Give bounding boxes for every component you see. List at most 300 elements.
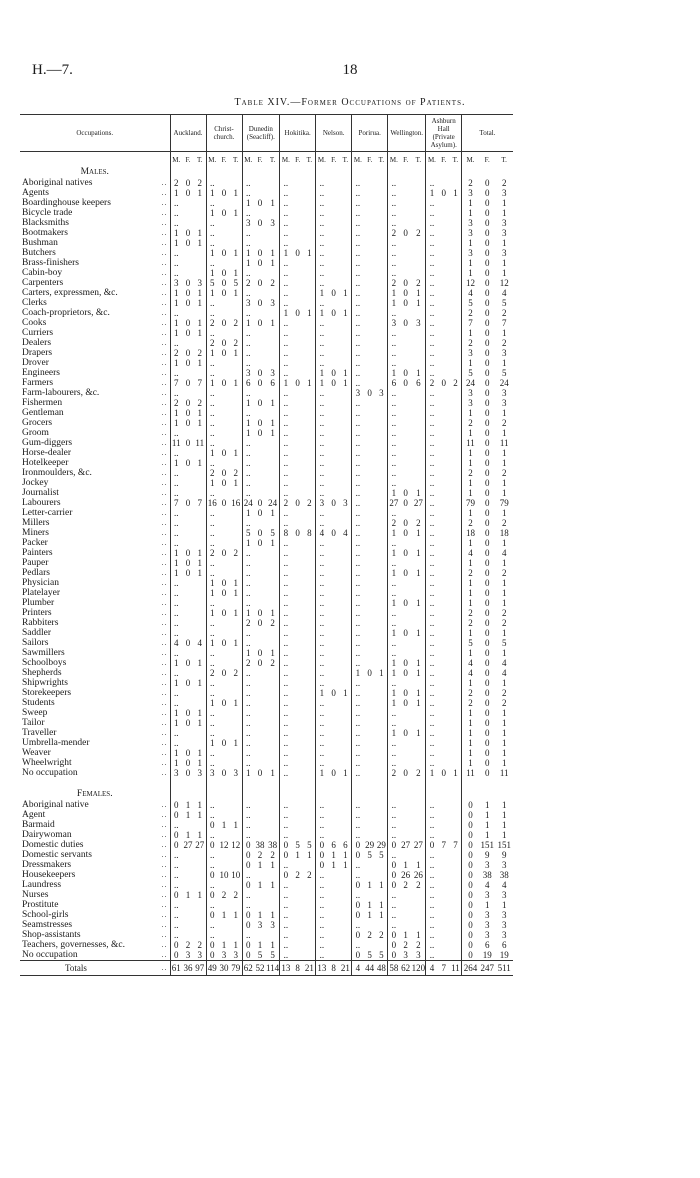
cell-value	[438, 800, 450, 810]
occupation-text: Farmers	[22, 378, 54, 388]
cell-value: 1	[462, 748, 479, 758]
table-row	[20, 368, 513, 378]
cell-value	[400, 708, 412, 718]
cell-value	[340, 738, 352, 748]
blank-cell	[218, 788, 230, 800]
cell-value: 0	[295, 378, 300, 388]
cell-value: 2	[242, 278, 254, 288]
cell-value: 1	[501, 628, 507, 638]
cell-value: 1	[170, 358, 182, 368]
occupation-text: Plumber	[22, 598, 55, 608]
cell-value	[230, 428, 242, 438]
cell-value: 8	[280, 528, 292, 538]
cell-value: ..	[280, 178, 292, 188]
cell-value: 1	[206, 348, 218, 358]
cell-value	[328, 608, 340, 618]
cell-value: 0	[484, 528, 490, 538]
occupation-label	[20, 328, 170, 338]
cell-value	[182, 870, 194, 880]
occupation-text: Coach-proprietors, &c.	[22, 308, 110, 318]
cell-value	[438, 478, 450, 488]
cell-value	[194, 618, 206, 628]
cell-value: ..	[206, 388, 218, 398]
cell-value	[230, 418, 242, 428]
cell-value: 1	[242, 258, 254, 268]
blank-cell	[426, 788, 438, 800]
cell-value: 30	[218, 961, 230, 976]
cell-value	[266, 438, 280, 448]
cell-value: ..	[170, 820, 182, 830]
cell-value: 1	[307, 850, 312, 860]
occupation-label	[20, 378, 170, 388]
cell-value: 0	[462, 950, 479, 961]
cell-value	[266, 718, 280, 728]
cell-value	[340, 268, 352, 278]
cell-value: ..	[280, 548, 292, 558]
cell-value: 0	[257, 258, 263, 268]
cell-value	[292, 268, 304, 278]
table-header-row	[20, 115, 513, 152]
table-row	[20, 278, 513, 288]
cell-value	[182, 618, 194, 628]
cell-value: 0	[462, 900, 479, 910]
cell-value	[340, 178, 352, 188]
table-row	[20, 318, 513, 328]
cell-value: 1	[185, 890, 191, 900]
cell-value: ..	[352, 548, 364, 558]
cell-value: 4	[462, 658, 479, 668]
cell-value: 1	[343, 378, 348, 388]
cell-value	[266, 830, 280, 840]
leader-dots: ..	[161, 208, 168, 217]
cell-value: ..	[426, 708, 438, 718]
cell-value	[328, 870, 340, 880]
cell-value: 1	[416, 628, 421, 638]
cell-value	[400, 308, 412, 318]
blank-cell	[328, 166, 340, 178]
cell-value	[450, 458, 462, 468]
cell-value: ..	[242, 598, 254, 608]
cell-value: 0	[484, 738, 490, 748]
leader-dots: ..	[161, 648, 168, 657]
cell-value: 2	[501, 698, 507, 708]
cell-value: ..	[206, 408, 218, 418]
cell-value	[254, 678, 266, 688]
cell-value	[400, 920, 412, 930]
occupation-label	[20, 638, 170, 648]
cell-value	[194, 728, 206, 738]
blank-cell	[438, 788, 450, 800]
cell-value	[364, 348, 376, 358]
cell-value: ..	[170, 448, 182, 458]
occupation-text: Sawmillers	[22, 648, 65, 658]
cell-value: ..	[388, 648, 400, 658]
occupation-text: Labourers	[22, 498, 61, 508]
cell-value: ..	[352, 178, 364, 188]
cell-value: 0	[221, 318, 227, 328]
cell-value: 1	[501, 458, 507, 468]
cell-value: 1	[343, 860, 348, 870]
leader-dots: ..	[161, 488, 168, 497]
cell-value	[438, 298, 450, 308]
cell-value: 1	[295, 850, 300, 860]
cell-value: 0	[206, 820, 218, 830]
cell-value: 1	[501, 728, 507, 738]
cell-value	[304, 598, 316, 608]
cell-value: 0	[206, 910, 218, 920]
cell-value: ..	[280, 338, 292, 348]
cell-value	[450, 618, 462, 628]
cell-value: 27	[401, 840, 411, 850]
occupation-text: Blacksmiths	[22, 218, 69, 228]
cell-value	[266, 518, 280, 528]
occupation-text: Farm-labourers, &c.	[22, 388, 100, 398]
cell-value: ..	[316, 458, 328, 468]
cell-value: ..	[426, 328, 438, 338]
cell-value: ..	[316, 398, 328, 408]
cell-value	[412, 358, 426, 368]
cell-value	[304, 830, 316, 840]
cell-value	[292, 598, 304, 608]
cell-value: ..	[388, 588, 400, 598]
table-row	[20, 900, 513, 910]
cell-value	[266, 548, 280, 558]
cell-value: 0	[462, 810, 479, 820]
cell-value: ..	[316, 258, 328, 268]
cell-value	[364, 288, 376, 298]
cell-value	[412, 198, 426, 208]
cell-value	[412, 758, 426, 768]
cell-value: 1	[197, 558, 202, 568]
cell-value: 1	[462, 328, 479, 338]
cell-value	[450, 668, 462, 678]
cell-value: ..	[426, 738, 438, 748]
cell-value: 1	[233, 268, 238, 278]
cell-value	[230, 800, 242, 810]
cell-value	[194, 880, 206, 890]
cell-value	[412, 478, 426, 488]
cell-value	[450, 308, 462, 318]
cell-value: ..	[352, 198, 364, 208]
cell-value	[230, 298, 242, 308]
cell-value: ..	[280, 418, 292, 428]
cell-value: 0	[484, 428, 490, 438]
cell-value	[438, 448, 450, 458]
cell-value: ..	[206, 528, 218, 538]
cell-value: 0	[484, 278, 490, 288]
sub-label: T.	[415, 156, 422, 164]
cell-value: ..	[316, 468, 328, 478]
blank-cell	[400, 778, 412, 788]
cell-value: 0	[331, 288, 336, 298]
cell-value	[376, 328, 388, 338]
leader-dots: ..	[161, 558, 168, 567]
cell-value	[230, 900, 242, 910]
cell-value: 0	[388, 880, 400, 890]
cell-value	[400, 238, 412, 248]
cell-value: 0	[257, 218, 263, 228]
cell-value: ..	[206, 658, 218, 668]
cell-value	[254, 188, 266, 198]
cell-value	[340, 188, 352, 198]
cell-value	[376, 348, 388, 358]
cell-value: ..	[352, 810, 364, 820]
cell-value: ..	[280, 408, 292, 418]
occupation-text: Grocers	[22, 418, 53, 428]
sub-label: M.	[280, 152, 292, 167]
cell-value: 3	[416, 950, 421, 960]
cell-value: 0	[185, 378, 191, 388]
cell-value	[412, 218, 426, 228]
cell-value: 1	[462, 478, 479, 488]
cell-value: 1	[242, 508, 254, 518]
cell-value	[376, 558, 388, 568]
cell-value: 1	[233, 288, 238, 298]
blank-cell	[182, 778, 194, 788]
cell-value	[364, 528, 376, 538]
occupation-text: Carters, expressmen, &c.	[22, 288, 118, 298]
cell-value: ..	[388, 558, 400, 568]
cell-value	[194, 448, 206, 458]
cell-value: 11	[171, 438, 181, 448]
cell-value	[450, 218, 462, 228]
cell-value: ..	[206, 718, 218, 728]
cell-value: ..	[352, 658, 364, 668]
cell-value: 3	[270, 920, 275, 930]
cell-value	[292, 338, 304, 348]
cell-value: ..	[170, 538, 182, 548]
cell-value	[400, 830, 412, 840]
cell-value	[218, 488, 230, 498]
occupation-text: Bootmakers	[22, 228, 68, 238]
cell-value	[412, 308, 426, 318]
cell-value	[450, 318, 462, 328]
cell-value	[364, 458, 376, 468]
cell-value: 2	[462, 338, 479, 348]
cell-value: ..	[316, 518, 328, 528]
females-section-row	[20, 788, 513, 800]
cell-value	[400, 748, 412, 758]
cell-value	[328, 238, 340, 248]
cell-value	[376, 568, 388, 578]
cell-value	[218, 658, 230, 668]
cell-value: 3	[501, 860, 507, 870]
cell-value	[376, 268, 388, 278]
cell-value: 1	[501, 478, 507, 488]
cell-value	[438, 468, 450, 478]
cell-value: 2	[388, 518, 400, 528]
cell-value: ..	[206, 398, 218, 408]
cell-value: 1	[170, 238, 182, 248]
cell-value	[304, 228, 316, 238]
cell-value	[438, 178, 450, 188]
cell-value	[304, 408, 316, 418]
cell-value: 1	[233, 608, 238, 618]
cell-value: ..	[170, 910, 182, 920]
cell-value: 2	[462, 688, 479, 698]
cell-value	[328, 940, 340, 950]
cell-value: 2	[462, 568, 479, 578]
cell-value	[194, 218, 206, 228]
cell-value: ..	[426, 338, 438, 348]
cell-value: ..	[316, 930, 328, 940]
blank-cell	[479, 788, 496, 800]
cell-value: 79	[499, 498, 509, 508]
cell-value	[328, 478, 340, 488]
cell-value: ..	[280, 368, 292, 378]
cell-value: ..	[388, 208, 400, 218]
cell-value: 0	[170, 840, 182, 850]
cell-value: 8	[328, 961, 340, 976]
cell-value	[254, 178, 266, 188]
cell-value	[438, 678, 450, 688]
cell-value	[364, 628, 376, 638]
occupation-label	[20, 178, 170, 188]
cell-value	[412, 418, 426, 428]
cell-value	[304, 188, 316, 198]
cell-value	[438, 308, 450, 318]
leader-dots: ..	[161, 238, 168, 247]
cell-value: ..	[388, 338, 400, 348]
cell-value: ..	[426, 298, 438, 308]
cell-value: 5	[257, 950, 263, 960]
cell-value: 1	[170, 758, 182, 768]
cell-value	[292, 228, 304, 238]
cell-value: 5	[242, 528, 254, 538]
cell-value	[328, 900, 340, 910]
cell-value	[194, 608, 206, 618]
cell-value: 24	[462, 378, 479, 388]
cell-value: ..	[352, 920, 364, 930]
cell-value: 2	[462, 618, 479, 628]
cell-value	[254, 718, 266, 728]
cell-value	[450, 518, 462, 528]
table-row	[20, 258, 513, 268]
cell-value: ..	[206, 800, 218, 810]
cell-value: ..	[242, 870, 254, 880]
cell-value: ..	[170, 368, 182, 378]
cell-value: 3	[484, 860, 490, 870]
cell-value	[450, 930, 462, 940]
cell-value	[328, 880, 340, 890]
leader-dots: ..	[161, 278, 168, 287]
cell-value	[328, 328, 340, 338]
cell-value: 0	[462, 850, 479, 860]
cell-value: 3	[379, 388, 384, 398]
cell-value: 1	[206, 268, 218, 278]
cell-value: ..	[352, 468, 364, 478]
cell-value	[230, 228, 242, 238]
occupation-text: Students	[22, 698, 55, 708]
leader-dots: ..	[161, 368, 168, 377]
occupation-label	[20, 628, 170, 638]
table-row	[20, 468, 513, 478]
cell-value: 1	[206, 738, 218, 748]
cell-value	[438, 428, 450, 438]
cell-value: 0	[484, 418, 490, 428]
cell-value: 0	[484, 548, 490, 558]
cell-value: ..	[426, 668, 438, 678]
cell-value	[400, 478, 412, 488]
cell-value: ..	[242, 188, 254, 198]
cell-value	[304, 588, 316, 598]
cell-value: 1	[206, 288, 218, 298]
occupation-label	[20, 558, 170, 568]
cell-value: 0	[462, 840, 479, 850]
cell-value	[266, 800, 280, 810]
cell-value	[376, 258, 388, 268]
cell-value: 1	[206, 578, 218, 588]
cell-value: ..	[352, 598, 364, 608]
cell-value	[364, 468, 376, 478]
cell-value: ..	[242, 930, 254, 940]
cell-value	[328, 548, 340, 558]
cell-value: 2	[388, 768, 400, 778]
cell-value	[254, 588, 266, 598]
leader-dots: ..	[161, 268, 168, 277]
cell-value	[364, 870, 376, 880]
cell-value	[438, 318, 450, 328]
cell-value	[182, 628, 194, 638]
cell-value	[292, 438, 304, 448]
cell-value	[450, 648, 462, 658]
cell-value: 1	[367, 900, 372, 910]
leader-dots: ..	[161, 738, 168, 747]
cell-value: ..	[388, 718, 400, 728]
cell-value: 1	[197, 458, 202, 468]
cell-value: ..	[388, 810, 400, 820]
cell-value: ..	[426, 238, 438, 248]
cell-value: ..	[426, 288, 438, 298]
cell-value	[450, 438, 462, 448]
table-row	[20, 718, 513, 728]
table-row	[20, 188, 513, 198]
blank-cell	[364, 166, 376, 178]
occupation-text: Housekeepers	[22, 870, 76, 880]
cell-value: ..	[206, 598, 218, 608]
occupation-text: Clerks	[22, 298, 47, 308]
cell-value: 0	[484, 758, 490, 768]
cell-value: 0	[185, 418, 191, 428]
cell-value: 49	[206, 961, 218, 976]
cell-value	[438, 668, 450, 678]
cell-value: 2	[379, 930, 384, 940]
blank-cell	[450, 166, 462, 178]
cell-value	[364, 588, 376, 598]
cell-value	[304, 800, 316, 810]
cell-value	[328, 218, 340, 228]
cell-value: 2	[462, 468, 479, 478]
cell-value	[304, 638, 316, 648]
occupation-label	[20, 768, 170, 778]
cell-value: 4	[501, 288, 507, 298]
cell-value: 1	[462, 578, 479, 588]
cell-value: 0	[367, 668, 372, 678]
cell-value: 0	[257, 768, 263, 778]
cell-value: ..	[388, 358, 400, 368]
cell-value	[194, 248, 206, 258]
cell-value: 2	[185, 940, 191, 950]
cell-value: ..	[388, 218, 400, 228]
cell-value: 1	[170, 678, 182, 688]
cell-value	[254, 438, 266, 448]
cell-value	[292, 708, 304, 718]
occupation-text: Umbrella-mender	[22, 738, 90, 748]
cell-value: ..	[316, 508, 328, 518]
occupation-text: Miners	[22, 528, 49, 538]
cell-value: ..	[242, 890, 254, 900]
cell-value	[364, 768, 376, 778]
